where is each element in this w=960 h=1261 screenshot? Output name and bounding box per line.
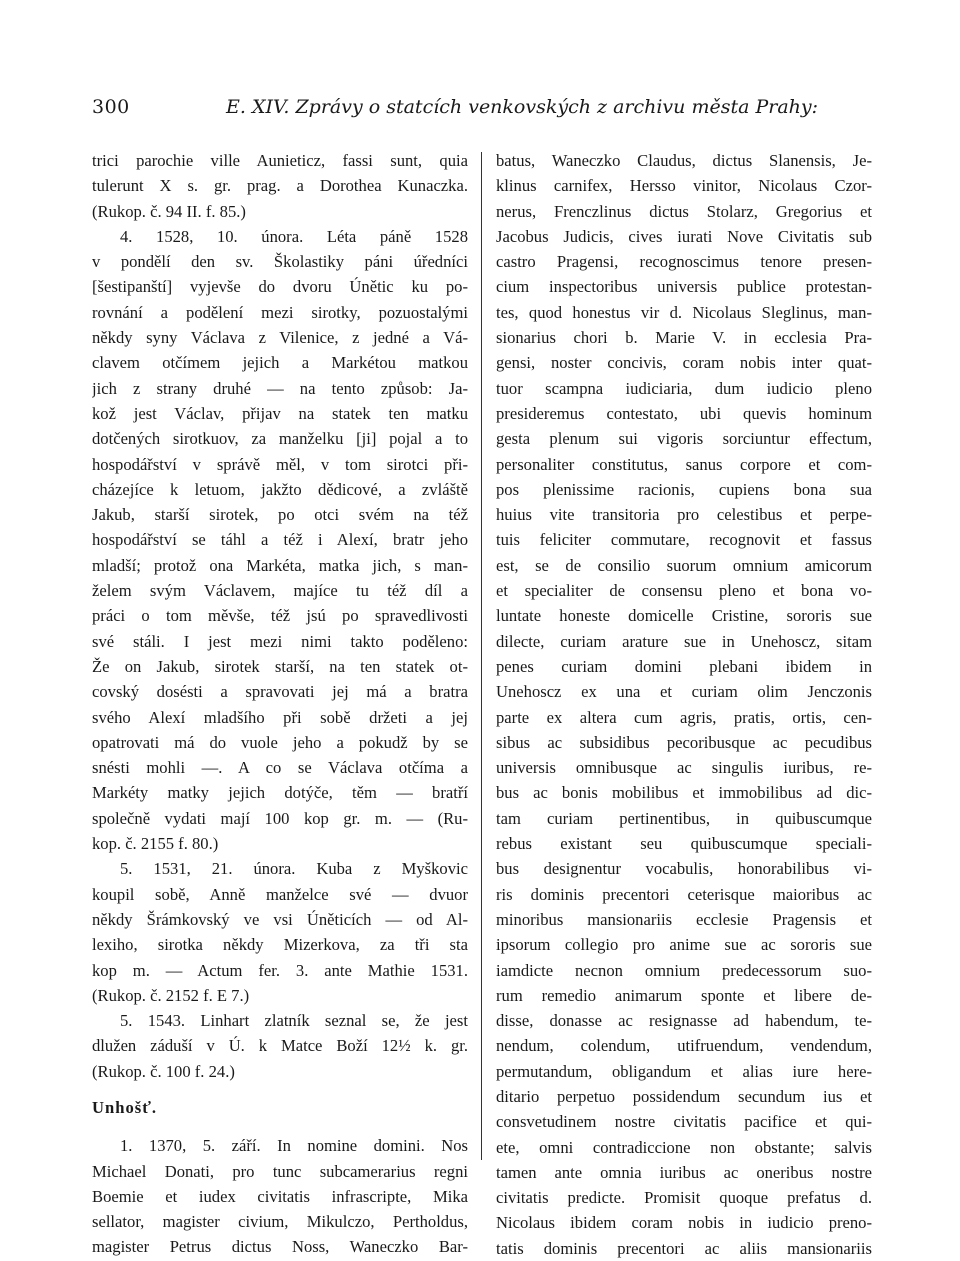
text-line: kop m. — Actum fer. 3. ante Mathie 1531. bbox=[92, 960, 468, 980]
section-heading: Unhošť. bbox=[92, 1097, 157, 1117]
text-line: dlužen záduší v Ú. k Matce Boží 12½ k. gr. bbox=[92, 1036, 468, 1056]
text-line: tatis dominis precentori ac aliis mansionariis bbox=[496, 1238, 872, 1258]
left-text-column bbox=[92, 148, 468, 1260]
text-line: ete, omni contradiccione non obstante; salvis bbox=[496, 1137, 872, 1157]
text-line: pos plenissime racionis, cupiens bona sua bbox=[496, 479, 872, 499]
text-line: 4. 1528, 10. února. Léta páně 1528 bbox=[120, 226, 468, 246]
text-line: 5. 1543. Linhart zlatník seznal se, že jest bbox=[120, 1011, 468, 1031]
text-line: mladší; protož ona Markéta, matka jich, s man- bbox=[92, 555, 468, 575]
text-line: sibus ac subsidibus pecoribusque ac pecudibus bbox=[496, 732, 872, 752]
text-line: Unehoscz ex una et curiam olim Jenczonis bbox=[496, 682, 872, 702]
text-line: magister Petrus dictus Noss, Waneczko Bar- bbox=[92, 1237, 468, 1257]
text-line: sionarius chori b. Marie V. in ecclesia Pra- bbox=[496, 328, 872, 348]
page-header bbox=[92, 96, 872, 126]
text-line: presideremus contestato, ubi quevis hominum bbox=[496, 403, 872, 423]
right-text-column bbox=[496, 148, 872, 1261]
text-line: tuor scampna iudiciaria, dum iudicio pleno bbox=[496, 378, 872, 398]
text-line: cházejíce k letuom, jakžto dědicové, a zvláště bbox=[92, 479, 468, 499]
text-line: dilecte, curiam arature sue in Unehoscz, sitam bbox=[496, 631, 872, 651]
text-line: želem svým Václavem, majíce tu též díl a bbox=[92, 581, 468, 601]
text-line: iamdicte necnon omnium predecessorum suo- bbox=[496, 960, 872, 980]
text-line: ipsorum collegio pro anime sue ac sororis sue bbox=[496, 935, 872, 955]
text-line: bus designentur vocabulis, honorabilibus vi- bbox=[496, 859, 872, 879]
text-line: castro Pragensi, recognoscimus tenore presen- bbox=[496, 252, 872, 272]
text-line: Jakub, starší sirotek, po otci svém na též bbox=[92, 505, 468, 525]
text-line: koupil sobě, Anně manželce své — dvuor bbox=[92, 884, 468, 904]
text-line: někdy Šrámkovský ve vsi Úněticích — od Al- bbox=[92, 909, 468, 929]
text-line: disse, donasse ac resignasse ad habendum, te- bbox=[496, 1011, 872, 1031]
column-divider bbox=[481, 152, 482, 1160]
text-line: společně vydati mají 100 kop gr. m. — (Ru- bbox=[92, 808, 468, 828]
text-line: universis omnibusque ac singulis iuribus, re- bbox=[496, 758, 872, 778]
text-line: tamen ante omnia iuribus ac oneribus nostre bbox=[496, 1162, 872, 1182]
running-title: E. XIV. Zprávy o statcích venkovských z archivu města Prahy: bbox=[226, 96, 819, 118]
text-line: clavem otčímem jejich a Markétou matkou bbox=[92, 353, 468, 373]
text-line: est, se de consilio suorum omnium amicorum bbox=[496, 555, 872, 575]
text-line: parte ex altera cum agris, pratis, ortis, cen- bbox=[496, 707, 872, 727]
text-line: jich z strany druhé — na tento způsob: Ja- bbox=[92, 378, 468, 398]
text-line: sellator, magister civium, Mikulczo, Pertholdus, bbox=[92, 1212, 468, 1232]
text-line: někdy syny Václava z Vilenice, z jedné a Vá- bbox=[92, 328, 468, 348]
text-line: [šestipanští] vyjevše do dvoru Únětic ku po- bbox=[92, 277, 468, 297]
text-line: gensi, noster concivis, coram nobis inter quat- bbox=[496, 353, 872, 373]
text-line: tam curiam pertinentibus, in quibuscumque bbox=[496, 808, 872, 828]
text-line: své stáli. I jest mezi nimi takto poděleno: bbox=[92, 631, 468, 651]
text-line: snésti mohli —. A co se Václava otčíma a bbox=[92, 758, 468, 778]
text-line: minoribus mansionariis ecclesie Pragensis et bbox=[496, 909, 872, 929]
text-line: trici parochie ville Aunieticz, fassi sunt, quia bbox=[92, 151, 468, 170]
text-line: svého Alexí mladšího při sobě držeti a jej bbox=[92, 707, 468, 727]
text-line: consvetudinem nostre civitatis pacifice et qui- bbox=[496, 1112, 872, 1132]
text-line: opatrovati má do vuole jeho a pokudž by se bbox=[92, 732, 468, 752]
text-line: nendum, colendum, utifruendum, vendendum, bbox=[496, 1036, 872, 1056]
text-line: kop. č. 2155 f. 80.) bbox=[92, 834, 219, 854]
text-line: (Rukop. č. 2152 f. E 7.) bbox=[92, 985, 250, 1005]
text-line: gesta plenum sui vigoris sorciuntur effectum, bbox=[496, 429, 872, 449]
text-line: ditario perpetuo possidendum secundum ius et bbox=[496, 1086, 872, 1106]
text-line: permutandum, obligandum et alias iure here- bbox=[496, 1061, 872, 1081]
text-line: Michael Donati, pro tunc subcamerarius regni bbox=[92, 1161, 468, 1181]
text-line: Nicolaus ibidem coram nobis in iudicio preno- bbox=[496, 1213, 872, 1233]
text-line: penes curiam domini plebani ibidem in bbox=[496, 656, 872, 676]
text-line: cium inspectoribus universis publice protestan- bbox=[496, 277, 872, 297]
text-line: dotčených sirotkuov, za manželku [ji] pojal a to bbox=[92, 429, 468, 449]
text-line: 1. 1370, 5. září. In nomine domini. Nos bbox=[120, 1136, 468, 1156]
text-line: tes, quod honestus vir d. Nicolaus Sleglinus, man- bbox=[496, 302, 872, 322]
text-line: rebus existant seu quibuscumque speciali- bbox=[496, 834, 872, 854]
text-line: klinus carnifex, Hersso vinitor, Nicolaus Czor- bbox=[496, 176, 872, 196]
text-line: tulerunt X s. gr. prag. a Dorothea Kunaczka. bbox=[92, 176, 468, 196]
text-line: tuis feliciter commutare, recognovit et fassus bbox=[496, 530, 872, 550]
text-line: ris dominis precentori ceterisque maioribus ac bbox=[496, 884, 872, 904]
text-line: personaliter constitutus, sanus corpore et com- bbox=[496, 454, 872, 474]
page-number: 300 bbox=[92, 96, 130, 118]
text-line: práci o tom měvše, též jsú po spravedlivosti bbox=[92, 606, 468, 626]
text-line: covský dosésti a spravovati jej má a bratra bbox=[92, 682, 468, 702]
text-line: Jacobus Judicis, cives iurati Nove Civitatis sub bbox=[496, 226, 872, 246]
text-line: v pondělí den sv. Školastiky páni úředníci bbox=[92, 252, 468, 272]
text-line: lexiho, sirotka někdy Mizerkova, za tři sta bbox=[92, 935, 468, 955]
text-line: civitatis predicte. Promisit quoque prefatus d. bbox=[496, 1188, 872, 1208]
text-line: (Rukop. č. 94 II. f. 85.) bbox=[92, 201, 246, 221]
text-line: Že on Jakub, sirotek starší, na ten statek ot- bbox=[92, 656, 468, 676]
text-line: batus, Waneczko Claudus, dictus Slanensis, Je- bbox=[496, 151, 872, 170]
text-line: hospodářství se táhl a též i Alexí, bratr jeho bbox=[92, 530, 468, 550]
text-line: Markéty matky jejich dotýče, těm — bratří bbox=[92, 783, 468, 803]
text-line: 5. 1531, 21. února. Kuba z Myškovic bbox=[120, 859, 468, 879]
text-line: rovnání a podělení mezi sirotky, pozuostalými bbox=[92, 302, 468, 322]
text-line: Boemie et iudex civitatis infrascripte, Mika bbox=[92, 1186, 468, 1206]
text-line: hospodářství v správě měl, v tom sirotci při- bbox=[92, 454, 468, 474]
text-line: kož jest Václav, přijav na statek ten matku bbox=[92, 403, 468, 423]
text-line: bus ac bonis mobilibus et immobilibus ad dic- bbox=[496, 783, 872, 803]
text-line: luntate honeste domicelle Cristine, sororis sue bbox=[496, 606, 872, 626]
text-line: (Rukop. č. 100 f. 24.) bbox=[92, 1061, 235, 1081]
text-line: huius vite transitoria pro celestibus et perpe- bbox=[496, 505, 872, 525]
text-line: nerus, Frenczlinus dictus Stolarz, Gregorius et bbox=[496, 201, 872, 221]
text-line: rum remedio animarum sponte et libere de- bbox=[496, 985, 872, 1005]
text-line: et specialiter de consensu pleno et bona vo- bbox=[496, 581, 872, 601]
